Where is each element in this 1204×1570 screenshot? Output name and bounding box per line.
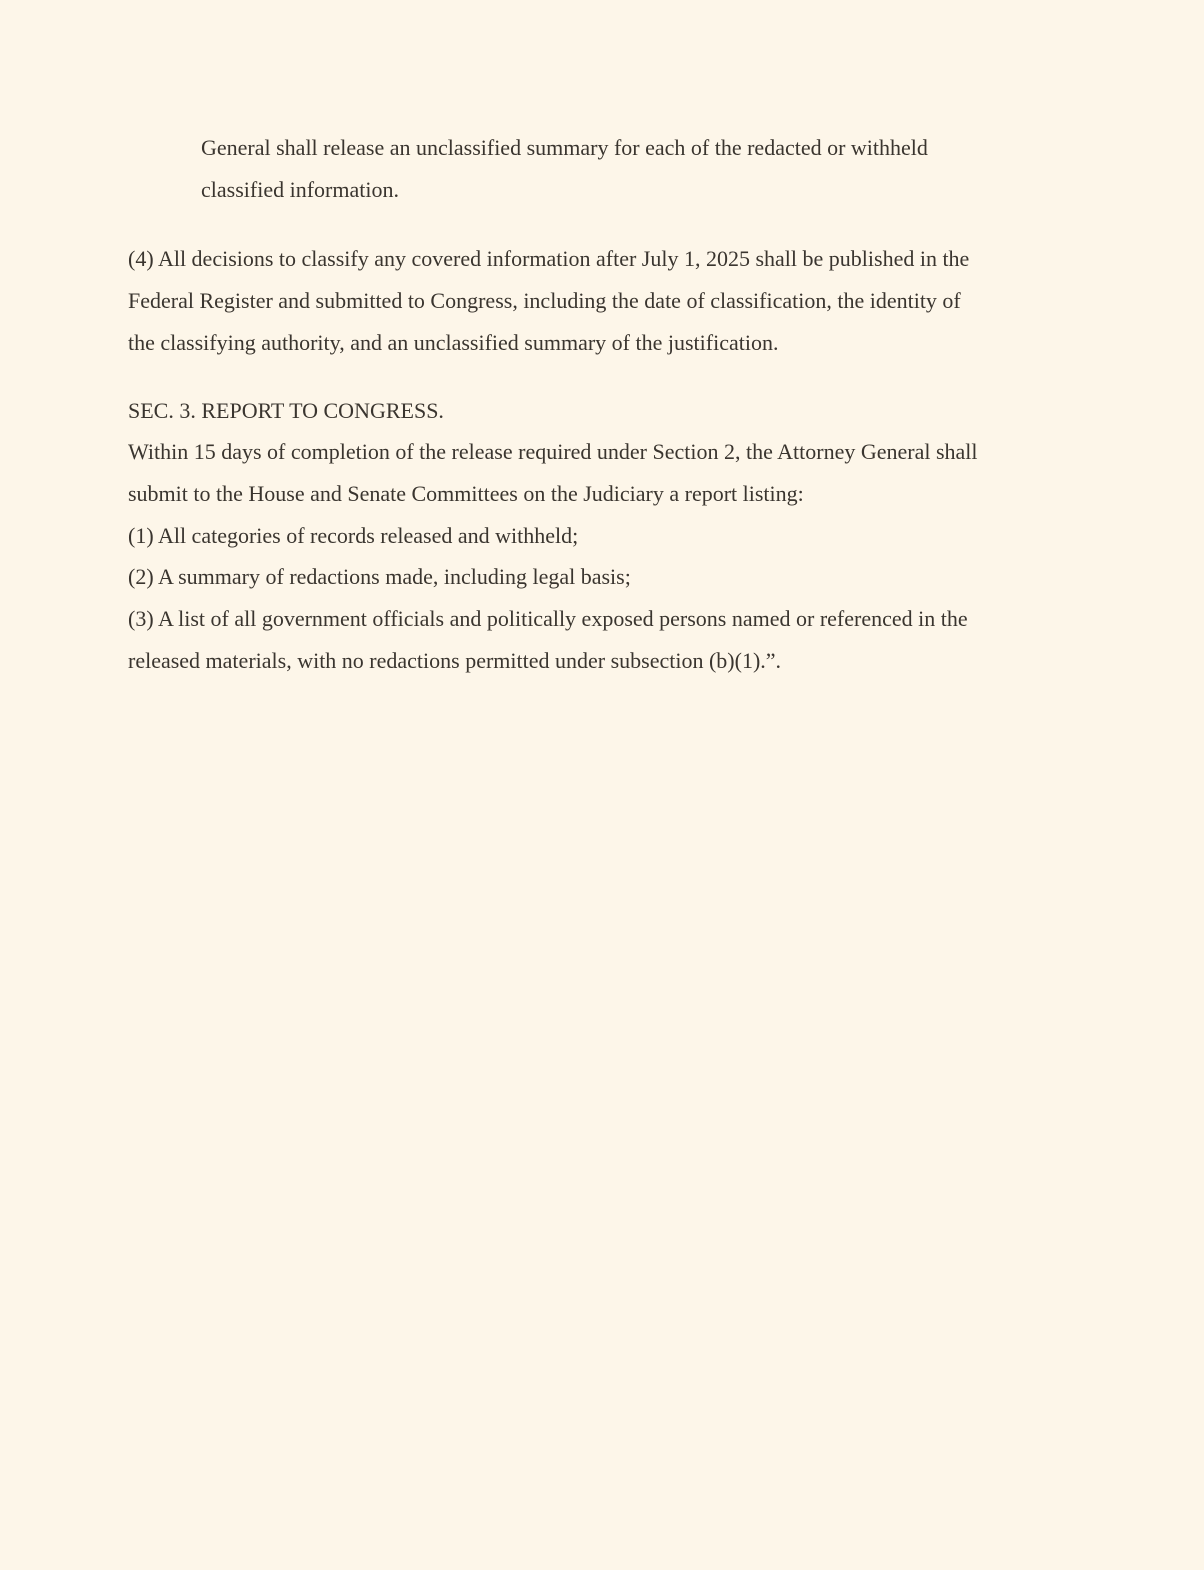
clause-4-paragraph bbox=[128, 238, 1074, 363]
text-line: (2) A summary of redactions made, including legal basis; bbox=[128, 564, 631, 590]
section-3-report-to-congress bbox=[128, 390, 1074, 682]
text-line: General shall release an unclassified summary for each of the redacted or withheld bbox=[201, 135, 928, 160]
quoted-amendment-paragraph bbox=[201, 127, 1074, 210]
text-line: Within 15 days of completion of the release required under Section 2, the Attorney General shall bbox=[128, 439, 978, 465]
text-line: submit to the House and Senate Committees on the Judiciary a report listing: bbox=[128, 480, 804, 506]
text-line: SEC. 3. REPORT TO CONGRESS. bbox=[128, 397, 444, 423]
text-line: (1) All categories of records released and withheld; bbox=[128, 522, 579, 548]
bill-text bbox=[0, 0, 1204, 681]
text-line: Federal Register and submitted to Congress, including the date of classification, the identity of bbox=[128, 288, 961, 314]
text-line: (4) All decisions to classify any covered information after July 1, 2025 shall be published in the bbox=[128, 246, 970, 272]
text-line: classified information. bbox=[201, 176, 399, 202]
text-line: the classifying authority, and an unclassified summary of the justification. bbox=[128, 329, 779, 355]
text-line: (3) A list of all government officials and politically exposed persons named or referenced in the bbox=[128, 606, 968, 632]
text-line: released materials, with no redactions permitted under subsection (b)(1).”. bbox=[128, 647, 782, 673]
